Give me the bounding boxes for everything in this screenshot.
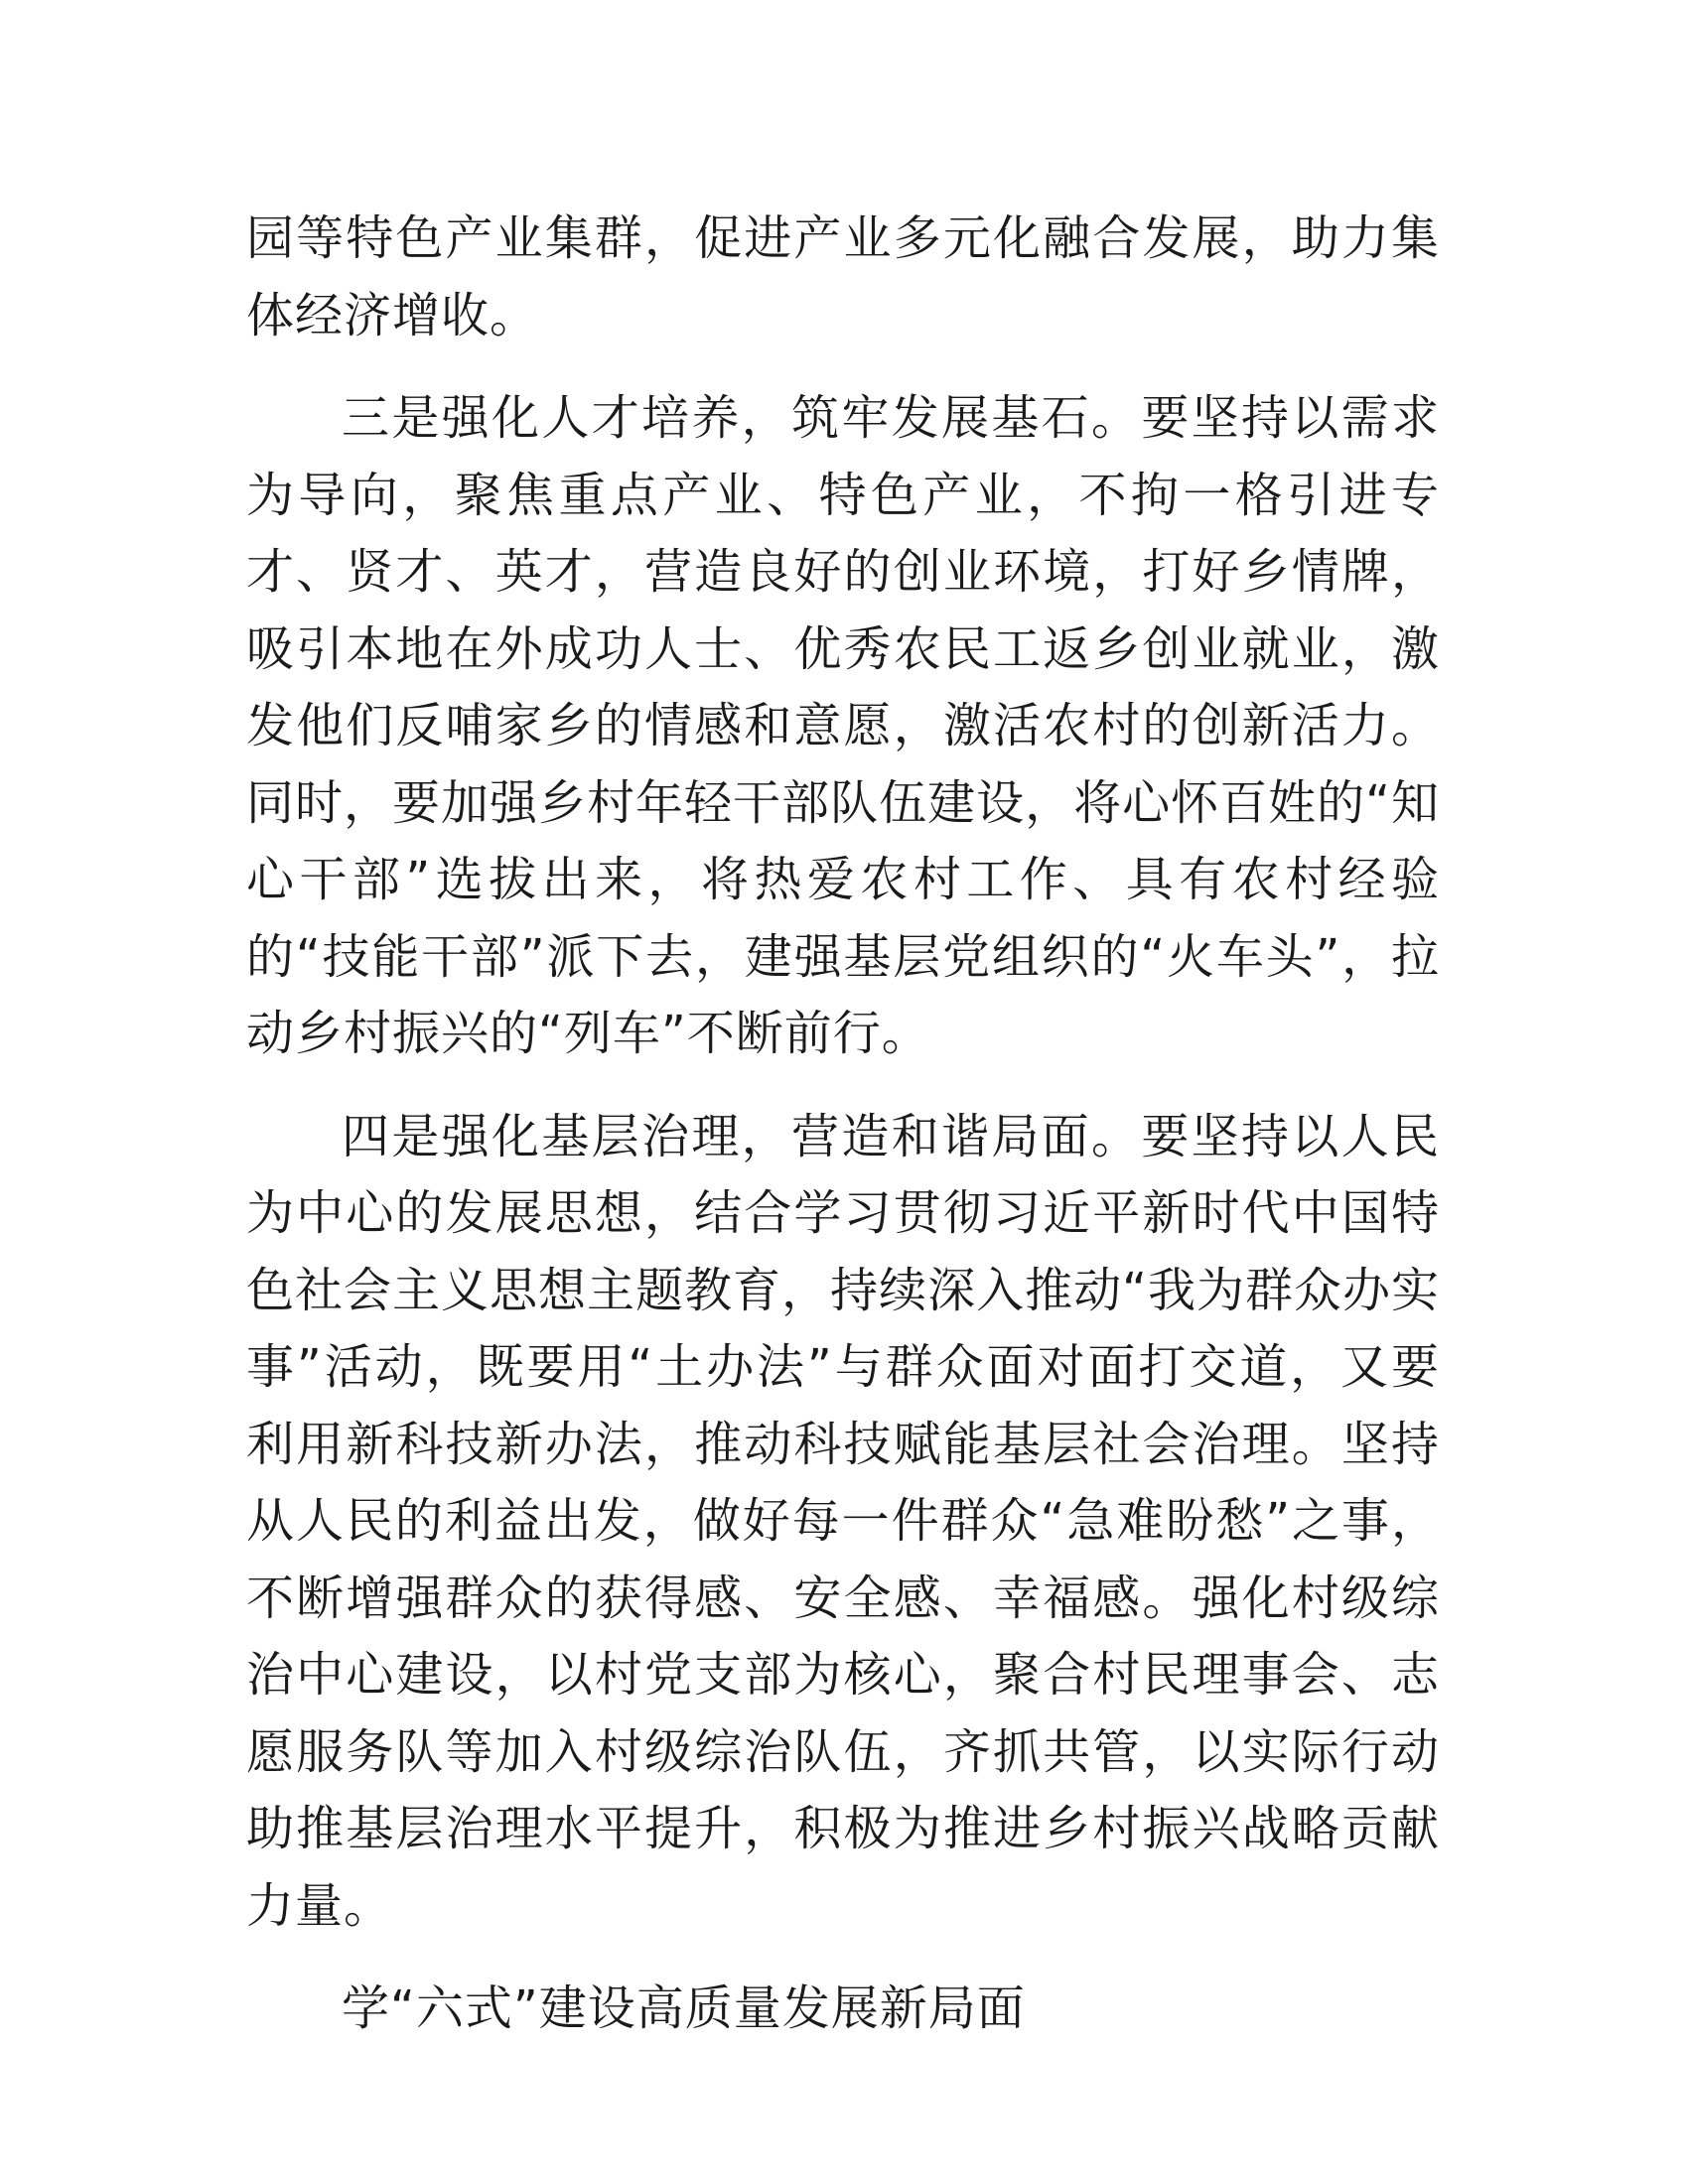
next-section-heading: 学“六式”建设高质量发展新局面	[342, 1980, 1026, 2036]
document-body	[246, 201, 1440, 2048]
paragraph-talent-cultivation: 三是强化人才培养，筑牢发展基石。要坚持以需求为导向，聚焦重点产业、特色产业，不拘一格引进专才、贤才、英才，营造良好的创业环境，打好乡情牌，吸引本地在外成功人士、优秀农民工返乡创业就业，激发他们反哺家乡的情感和意愿，激活农村的创新活力。同时，要加强乡村年轻干部队伍建设，将心怀百姓的“知心干部”选拔出来，将热爱农村工作、具有农村经验的“技能干部”派下去，建强基层党组织的“火车头”，拉动乡村振兴的“列车”不断前行。	[246, 390, 1440, 1061]
paragraph-grassroots-governance: 四是强化基层治理，营造和谐局面。要坚持以人民为中心的发展思想，结合学习贯彻习近平新时代中国特色社会主义思想主题教育，持续深入推动“我为群众办实事”活动，既要用“土办法”与群众面对面打交道，又要利用新科技新办法，推动科技赋能基层社会治理。坚持从人民的利益出发，做好每一件群众“急难盼愁”之事，不断增强群众的获得感、安全感、幸福感。强化村级综治中心建设，以村党支部为核心，聚合村民理事会、志愿服务队等加入村级综治队伍，齐抓共管，以实际行动助推基层治理水平提升，积极为推进乡村振兴战略贡献力量。	[246, 1108, 1440, 1934]
paragraph-industry-cluster: 园等特色产业集群，促进产业多元化融合发展，助力集体经济增收。	[246, 210, 1440, 343]
